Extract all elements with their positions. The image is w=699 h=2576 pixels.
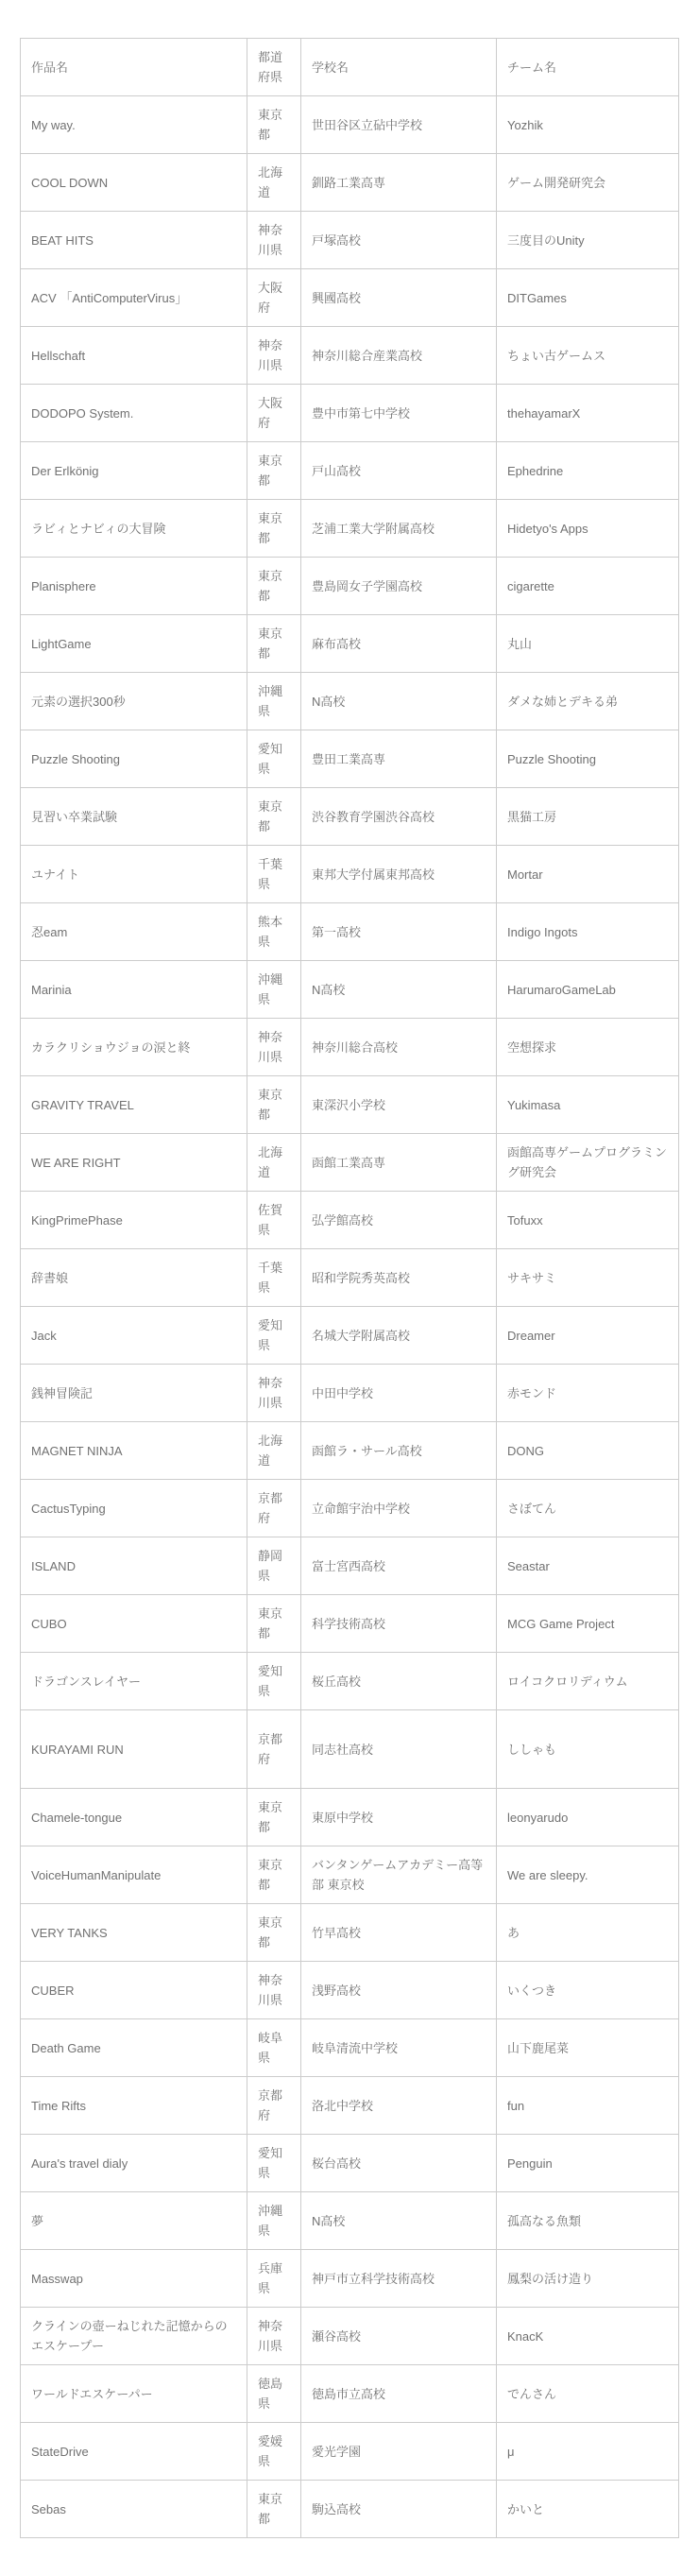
cell-work-title: ISLAND bbox=[21, 1537, 247, 1595]
cell-work-title: ユナイト bbox=[21, 846, 247, 903]
cell-team-name: cigarette bbox=[497, 558, 679, 615]
cell-prefecture: 東京都 bbox=[247, 788, 301, 846]
cell-team-name: DITGames bbox=[497, 269, 679, 327]
cell-work-title: BEAT HITS bbox=[21, 212, 247, 269]
cell-school-name: 麻布高校 bbox=[301, 615, 497, 673]
cell-school-name: 豊島岡女子学園高校 bbox=[301, 558, 497, 615]
cell-school-name: 神戸市立科学技術高校 bbox=[301, 2250, 497, 2308]
table-row bbox=[21, 2365, 679, 2423]
table-row bbox=[21, 1365, 679, 1422]
cell-team-name: MCG Game Project bbox=[497, 1595, 679, 1653]
cell-work-title: KingPrimePhase bbox=[21, 1192, 247, 1249]
cell-team-name: Hidetyo's Apps bbox=[497, 500, 679, 558]
cell-team-name: 鳳梨の活け造り bbox=[497, 2250, 679, 2308]
cell-school-name: 徳島市立高校 bbox=[301, 2365, 497, 2423]
cell-team-name: Puzzle Shooting bbox=[497, 730, 679, 788]
cell-school-name: 芝浦工業大学附属高校 bbox=[301, 500, 497, 558]
cell-school-name: 函館工業高専 bbox=[301, 1134, 497, 1192]
cell-work-title: ラビィとナビィの大冒険 bbox=[21, 500, 247, 558]
cell-prefecture: 東京都 bbox=[247, 96, 301, 154]
cell-work-title: VERY TANKS bbox=[21, 1904, 247, 1962]
cell-work-title: CUBO bbox=[21, 1595, 247, 1653]
cell-school-name: 釧路工業高専 bbox=[301, 154, 497, 212]
cell-work-title: 見習い卒業試験 bbox=[21, 788, 247, 846]
table-row bbox=[21, 2135, 679, 2192]
column-header: チーム名 bbox=[497, 39, 679, 96]
cell-prefecture: 京都府 bbox=[247, 1480, 301, 1537]
cell-work-title: Hellschaft bbox=[21, 327, 247, 385]
cell-work-title: 忍eam bbox=[21, 903, 247, 961]
cell-team-name: サキサミ bbox=[497, 1249, 679, 1307]
cell-school-name: 駒込高校 bbox=[301, 2481, 497, 2538]
table-row bbox=[21, 327, 679, 385]
cell-work-title: Jack bbox=[21, 1307, 247, 1365]
cell-work-title: GRAVITY TRAVEL bbox=[21, 1076, 247, 1134]
cell-work-title: KURAYAMI RUN bbox=[21, 1710, 247, 1789]
table-row bbox=[21, 1134, 679, 1192]
table-row bbox=[21, 1846, 679, 1904]
table-row bbox=[21, 788, 679, 846]
table-row bbox=[21, 1480, 679, 1537]
cell-school-name: 名城大学附属高校 bbox=[301, 1307, 497, 1365]
cell-prefecture: 東京都 bbox=[247, 1789, 301, 1846]
column-header: 都道府県 bbox=[247, 39, 301, 96]
cell-prefecture: 京都府 bbox=[247, 2077, 301, 2135]
cell-school-name: 中田中学校 bbox=[301, 1365, 497, 1422]
cell-work-title: LightGame bbox=[21, 615, 247, 673]
cell-prefecture: 静岡県 bbox=[247, 1537, 301, 1595]
cell-team-name: 赤モンド bbox=[497, 1365, 679, 1422]
cell-prefecture: 神奈川県 bbox=[247, 1365, 301, 1422]
cell-team-name: μ bbox=[497, 2423, 679, 2481]
cell-prefecture: 神奈川県 bbox=[247, 1019, 301, 1076]
cell-school-name: 神奈川総合高校 bbox=[301, 1019, 497, 1076]
cell-prefecture: 東京都 bbox=[247, 500, 301, 558]
cell-school-name: 戸山高校 bbox=[301, 442, 497, 500]
cell-team-name: 孤高なる魚類 bbox=[497, 2192, 679, 2250]
cell-work-title: VoiceHumanManipulate bbox=[21, 1846, 247, 1904]
cell-school-name: 岐阜清流中学校 bbox=[301, 2019, 497, 2077]
cell-prefecture: 沖縄県 bbox=[247, 2192, 301, 2250]
cell-team-name: Yozhik bbox=[497, 96, 679, 154]
cell-team-name: Indigo Ingots bbox=[497, 903, 679, 961]
cell-team-name: Penguin bbox=[497, 2135, 679, 2192]
cell-prefecture: 大阪府 bbox=[247, 269, 301, 327]
cell-school-name: 桜丘高校 bbox=[301, 1653, 497, 1710]
cell-work-title: ACV 「AntiComputerVirus」 bbox=[21, 269, 247, 327]
table-row bbox=[21, 442, 679, 500]
cell-team-name: KnacK bbox=[497, 2308, 679, 2365]
cell-team-name: 三度目のUnity bbox=[497, 212, 679, 269]
cell-team-name: ダメな姉とデキる弟 bbox=[497, 673, 679, 730]
table-row bbox=[21, 903, 679, 961]
cell-prefecture: 京都府 bbox=[247, 1710, 301, 1789]
cell-work-title: Time Rifts bbox=[21, 2077, 247, 2135]
cell-school-name: 豊田工業高専 bbox=[301, 730, 497, 788]
cell-team-name: We are sleepy. bbox=[497, 1846, 679, 1904]
cell-school-name: 同志社高校 bbox=[301, 1710, 497, 1789]
cell-work-title: Chamele-tongue bbox=[21, 1789, 247, 1846]
cell-work-title: Marinia bbox=[21, 961, 247, 1019]
table-row bbox=[21, 1710, 679, 1789]
cell-work-title: COOL DOWN bbox=[21, 154, 247, 212]
cell-school-name: 弘学館高校 bbox=[301, 1192, 497, 1249]
cell-team-name: Ephedrine bbox=[497, 442, 679, 500]
cell-work-title: CactusTyping bbox=[21, 1480, 247, 1537]
cell-team-name: さぼてん bbox=[497, 1480, 679, 1537]
cell-work-title: CUBER bbox=[21, 1962, 247, 2019]
table-row bbox=[21, 2481, 679, 2538]
table-row bbox=[21, 2019, 679, 2077]
cell-prefecture: 東京都 bbox=[247, 1595, 301, 1653]
table-row bbox=[21, 1595, 679, 1653]
cell-school-name: N高校 bbox=[301, 961, 497, 1019]
table-row bbox=[21, 846, 679, 903]
table-header-row bbox=[21, 39, 679, 96]
table-row bbox=[21, 558, 679, 615]
table-body bbox=[21, 96, 679, 2538]
cell-work-title: カラクリショウジョの涙と終 bbox=[21, 1019, 247, 1076]
cell-work-title: DODOPO System. bbox=[21, 385, 247, 442]
cell-team-name: でんさん bbox=[497, 2365, 679, 2423]
table-row bbox=[21, 1904, 679, 1962]
table-row bbox=[21, 1789, 679, 1846]
cell-school-name: 豊中市第七中学校 bbox=[301, 385, 497, 442]
cell-prefecture: 東京都 bbox=[247, 1904, 301, 1962]
cell-prefecture: 愛知県 bbox=[247, 2135, 301, 2192]
cell-prefecture: 神奈川県 bbox=[247, 212, 301, 269]
table-row bbox=[21, 961, 679, 1019]
cell-school-name: 瀬谷高校 bbox=[301, 2308, 497, 2365]
cell-team-name: 黒猫工房 bbox=[497, 788, 679, 846]
cell-prefecture: 千葉県 bbox=[247, 1249, 301, 1307]
table-row bbox=[21, 1653, 679, 1710]
cell-school-name: 世田谷区立砧中学校 bbox=[301, 96, 497, 154]
cell-prefecture: 北海道 bbox=[247, 154, 301, 212]
cell-work-title: MAGNET NINJA bbox=[21, 1422, 247, 1480]
table-row bbox=[21, 730, 679, 788]
cell-prefecture: 岐阜県 bbox=[247, 2019, 301, 2077]
cell-work-title: StateDrive bbox=[21, 2423, 247, 2481]
cell-team-name: ロイコクロリディウム bbox=[497, 1653, 679, 1710]
cell-work-title: Aura's travel dialy bbox=[21, 2135, 247, 2192]
table-row bbox=[21, 615, 679, 673]
cell-school-name: N高校 bbox=[301, 673, 497, 730]
table-row bbox=[21, 212, 679, 269]
table-row bbox=[21, 1962, 679, 2019]
table-row bbox=[21, 269, 679, 327]
cell-work-title: Der Erlkönig bbox=[21, 442, 247, 500]
cell-school-name: 立命館宇治中学校 bbox=[301, 1480, 497, 1537]
cell-school-name: 渋谷教育学園渋谷高校 bbox=[301, 788, 497, 846]
column-header: 学校名 bbox=[301, 39, 497, 96]
table-row bbox=[21, 673, 679, 730]
cell-school-name: バンタンゲームアカデミー高等部 東京校 bbox=[301, 1846, 497, 1904]
cell-team-name: かいと bbox=[497, 2481, 679, 2538]
table-row bbox=[21, 2250, 679, 2308]
cell-prefecture: 徳島県 bbox=[247, 2365, 301, 2423]
cell-team-name: ししゃも bbox=[497, 1710, 679, 1789]
table-row bbox=[21, 2308, 679, 2365]
cell-school-name: 第一高校 bbox=[301, 903, 497, 961]
cell-prefecture: 兵庫県 bbox=[247, 2250, 301, 2308]
table-row bbox=[21, 1307, 679, 1365]
table-row bbox=[21, 1192, 679, 1249]
table-row bbox=[21, 1537, 679, 1595]
cell-school-name: 東邦大学付属東邦高校 bbox=[301, 846, 497, 903]
cell-team-name: DONG bbox=[497, 1422, 679, 1480]
cell-team-name: leonyarudo bbox=[497, 1789, 679, 1846]
cell-prefecture: 東京都 bbox=[247, 1076, 301, 1134]
cell-team-name: いくつき bbox=[497, 1962, 679, 2019]
cell-prefecture: 愛知県 bbox=[247, 1307, 301, 1365]
cell-team-name: fun bbox=[497, 2077, 679, 2135]
cell-prefecture: 東京都 bbox=[247, 1846, 301, 1904]
cell-school-name: 洛北中学校 bbox=[301, 2077, 497, 2135]
cell-work-title: 夢 bbox=[21, 2192, 247, 2250]
cell-prefecture: 佐賀県 bbox=[247, 1192, 301, 1249]
cell-school-name: 興國高校 bbox=[301, 269, 497, 327]
cell-school-name: 浅野高校 bbox=[301, 1962, 497, 2019]
cell-school-name: 富士宮西高校 bbox=[301, 1537, 497, 1595]
cell-prefecture: 熊本県 bbox=[247, 903, 301, 961]
cell-prefecture: 東京都 bbox=[247, 558, 301, 615]
cell-work-title: My way. bbox=[21, 96, 247, 154]
cell-prefecture: 愛知県 bbox=[247, 1653, 301, 1710]
table-row bbox=[21, 1249, 679, 1307]
cell-prefecture: 東京都 bbox=[247, 2481, 301, 2538]
table-row bbox=[21, 2192, 679, 2250]
table-row bbox=[21, 1076, 679, 1134]
cell-school-name: N高校 bbox=[301, 2192, 497, 2250]
cell-work-title: Sebas bbox=[21, 2481, 247, 2538]
cell-team-name: 函館高専ゲームプログラミング研究会 bbox=[497, 1134, 679, 1192]
cell-work-title: Puzzle Shooting bbox=[21, 730, 247, 788]
cell-work-title: Death Game bbox=[21, 2019, 247, 2077]
cell-prefecture: 北海道 bbox=[247, 1422, 301, 1480]
cell-prefecture: 東京都 bbox=[247, 615, 301, 673]
cell-team-name: Seastar bbox=[497, 1537, 679, 1595]
cell-prefecture: 神奈川県 bbox=[247, 2308, 301, 2365]
table-row bbox=[21, 1019, 679, 1076]
cell-work-title: ドラゴンスレイヤー bbox=[21, 1653, 247, 1710]
column-header: 作品名 bbox=[21, 39, 247, 96]
cell-prefecture: 愛媛県 bbox=[247, 2423, 301, 2481]
cell-work-title: 辞書娘 bbox=[21, 1249, 247, 1307]
cell-work-title: 銭神冒険記 bbox=[21, 1365, 247, 1422]
table-row bbox=[21, 500, 679, 558]
cell-prefecture: 愛知県 bbox=[247, 730, 301, 788]
cell-prefecture: 大阪府 bbox=[247, 385, 301, 442]
cell-school-name: 神奈川総合産業高校 bbox=[301, 327, 497, 385]
cell-work-title: ワールドエスケーパー bbox=[21, 2365, 247, 2423]
cell-team-name: 山下鹿尾菜 bbox=[497, 2019, 679, 2077]
entries-table bbox=[20, 38, 679, 2538]
cell-school-name: 戸塚高校 bbox=[301, 212, 497, 269]
cell-school-name: 竹早高校 bbox=[301, 1904, 497, 1962]
cell-prefecture: 神奈川県 bbox=[247, 1962, 301, 2019]
cell-school-name: 函館ラ・サール高校 bbox=[301, 1422, 497, 1480]
cell-work-title: Planisphere bbox=[21, 558, 247, 615]
cell-prefecture: 沖縄県 bbox=[247, 673, 301, 730]
cell-work-title: WE ARE RIGHT bbox=[21, 1134, 247, 1192]
cell-prefecture: 北海道 bbox=[247, 1134, 301, 1192]
table-head bbox=[21, 39, 679, 96]
cell-team-name: ゲーム開発研究会 bbox=[497, 154, 679, 212]
cell-team-name: あ bbox=[497, 1904, 679, 1962]
cell-prefecture: 千葉県 bbox=[247, 846, 301, 903]
cell-team-name: Dreamer bbox=[497, 1307, 679, 1365]
cell-school-name: 科学技術高校 bbox=[301, 1595, 497, 1653]
cell-team-name: ちょい古ゲームス bbox=[497, 327, 679, 385]
cell-work-title: Masswap bbox=[21, 2250, 247, 2308]
table-row bbox=[21, 385, 679, 442]
cell-work-title: クラインの壺ーねじれた記憶からのエスケープー bbox=[21, 2308, 247, 2365]
cell-prefecture: 東京都 bbox=[247, 442, 301, 500]
cell-prefecture: 神奈川県 bbox=[247, 327, 301, 385]
table-row bbox=[21, 1422, 679, 1480]
table-row bbox=[21, 2423, 679, 2481]
cell-work-title: 元素の選択300秒 bbox=[21, 673, 247, 730]
cell-school-name: 昭和学院秀英高校 bbox=[301, 1249, 497, 1307]
cell-school-name: 東原中学校 bbox=[301, 1789, 497, 1846]
cell-team-name: Tofuxx bbox=[497, 1192, 679, 1249]
cell-school-name: 愛光学園 bbox=[301, 2423, 497, 2481]
cell-prefecture: 沖縄県 bbox=[247, 961, 301, 1019]
table-row bbox=[21, 2077, 679, 2135]
cell-team-name: thehayamarX bbox=[497, 385, 679, 442]
table-row bbox=[21, 96, 679, 154]
table-row bbox=[21, 154, 679, 212]
cell-school-name: 桜台高校 bbox=[301, 2135, 497, 2192]
cell-team-name: Yukimasa bbox=[497, 1076, 679, 1134]
cell-school-name: 東深沢小学校 bbox=[301, 1076, 497, 1134]
cell-team-name: 空想探求 bbox=[497, 1019, 679, 1076]
cell-team-name: Mortar bbox=[497, 846, 679, 903]
cell-team-name: 丸山 bbox=[497, 615, 679, 673]
cell-team-name: HarumaroGameLab bbox=[497, 961, 679, 1019]
